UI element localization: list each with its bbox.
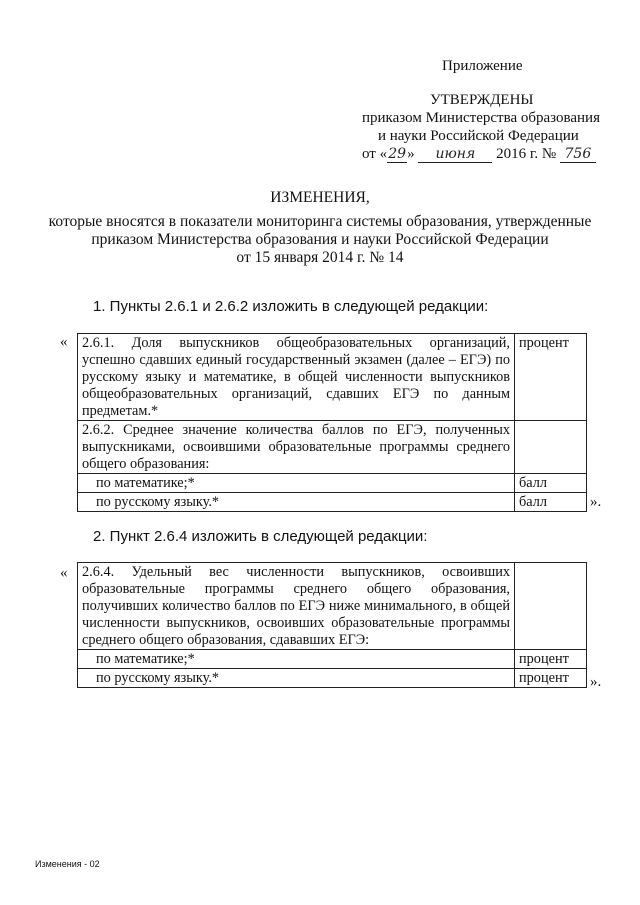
table-row [78, 421, 587, 474]
date-day: 29 [388, 146, 407, 162]
row-unit: процент [515, 334, 587, 421]
table-row [78, 334, 587, 421]
row-text: по русскому языку.* [78, 493, 515, 512]
table-row [78, 493, 587, 512]
section2-close-quote: ». [590, 674, 602, 690]
row-unit: балл [515, 474, 587, 493]
title-line-3: от 15 января 2014 г. № 14 [236, 249, 404, 266]
row-unit [515, 563, 587, 650]
order-date-line [362, 146, 596, 163]
section2-open-quote: « [60, 565, 68, 581]
table-row [78, 563, 587, 650]
row-text: 2.6.4. Удельный вес численности выпускников, освоивших образовательные программы среднего общего образования, получивших количество баллов по ЕГЭ ниже минимального, в общей численности выпускников, освоивших образовательные программы среднего общего образования, сдававших ЕГЭ: [78, 563, 515, 650]
footer-label: Изменения - 02 [35, 859, 100, 869]
section1-table [77, 333, 587, 512]
row-unit: процент [515, 669, 587, 688]
document-title: ИЗМЕНЕНИЯ, [270, 189, 370, 206]
row-text: 2.6.2. Среднее значение количества баллов по ЕГЭ, полученных выпускниками, освоившими образовательные программы среднего общего образования: [78, 421, 515, 474]
order-line-2: и науки Российской Федерации [378, 128, 579, 144]
row-unit: балл [515, 493, 587, 512]
table-row [78, 669, 587, 688]
date-close: » [407, 146, 415, 162]
title-line-2: приказом Министерства образования и науки Российской Федерации [91, 231, 549, 248]
row-text: 2.6.1. Доля выпускников общеобразовательных организаций, успешно сдавших единый государственный экзамен (далее – ЕГЭ) по русскому языку и математике, в общей численности выпускников общеобразовательных организаций, сдавших ЕГЭ по данным предметам.* [78, 334, 515, 421]
approved-label: УТВЕРЖДЕНЫ [430, 92, 534, 108]
section1-close-quote: ». [590, 494, 602, 510]
row-unit: процент [515, 650, 587, 669]
date-year: 2016 г. № [496, 146, 557, 162]
order-line-1: приказом Министерства образования [362, 110, 600, 126]
date-month: июня [418, 146, 492, 163]
date-prefix: от « [362, 146, 388, 162]
order-number: 756 [560, 146, 596, 163]
row-text: по математике;* [78, 474, 515, 493]
row-text: по математике;* [78, 650, 515, 669]
section2-instruction: 2. Пункт 2.6.4 изложить в следующей редакции: [93, 528, 428, 545]
table-row [78, 650, 587, 669]
section1-open-quote: « [60, 334, 68, 350]
section2-table [77, 562, 587, 688]
table-row [78, 474, 587, 493]
appendix-label: Приложение [442, 58, 523, 74]
row-unit [515, 421, 587, 474]
title-line-1: которые вносятся в показатели мониторинга системы образования, утвержденные [48, 213, 592, 230]
section1-instruction: 1. Пункты 2.6.1 и 2.6.2 изложить в следующей редакции: [93, 298, 489, 315]
row-text: по русскому языку.* [78, 669, 515, 688]
